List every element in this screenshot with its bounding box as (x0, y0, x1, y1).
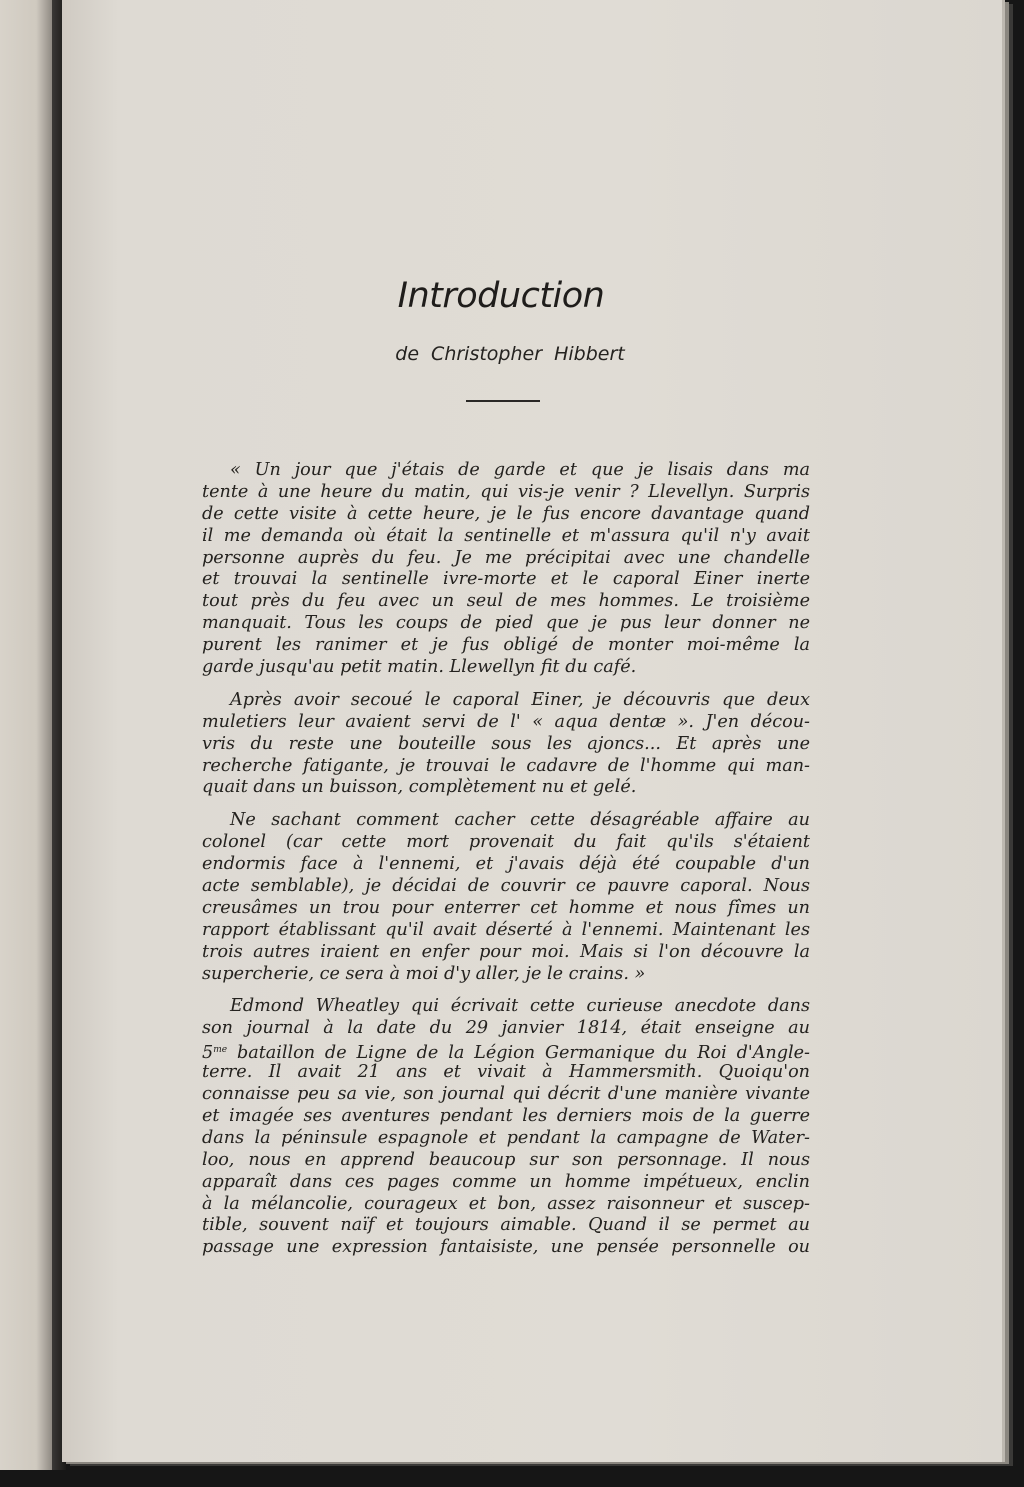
text-line: purent les ranimer et je fus obligé de monter moi-même la (202, 635, 810, 656)
text-line: vris du reste une bouteille sous les ajoncs... Et après une (202, 733, 810, 754)
text-line: recherche fatigante, je trouvai le cadavre de l'homme qui man- (202, 755, 810, 776)
text-line: endormis face à l'ennemi, et j'avais déjà été coupable d'un (202, 854, 810, 875)
text-line: trois autres iraient en enfer pour moi. Mais si l'on découvre la (202, 941, 810, 962)
body-text (202, 460, 810, 1270)
text-line: et trouvai la sentinelle ivre-morte et le caporal Einer inerte (202, 569, 810, 590)
text-line: tout près du feu avec un seul de mes hommes. Le troisième (202, 591, 810, 612)
text-line: Edmond Wheatley qui écrivait cette curieuse anecdote dans (230, 996, 810, 1017)
text-line: passage une expression fantaisiste, une pensée personnelle ou (202, 1237, 810, 1258)
page-title: Introduction (397, 276, 605, 316)
text-line: dans la péninsule espagnole et pendant la campagne de Water- (202, 1127, 810, 1148)
text-line: à la mélancolie, courageux et bon, assez raisonneur et suscep- (202, 1193, 810, 1214)
text-line: Ne sachant comment cacher cette désagréable affaire au (230, 810, 810, 831)
text-line: terre. Il avait 21 ans et vivait à Hammersmith. Quoiqu'on (202, 1062, 810, 1083)
text-line: creusâmes un trou pour enterrer cet homme et nous fîmes un (202, 897, 810, 918)
title-divider (466, 400, 540, 402)
facing-page-edge (0, 0, 52, 1470)
text-line: garde jusqu'au petit matin. Llewellyn fit du café. (202, 657, 637, 678)
paragraph (202, 810, 810, 985)
text-line: acte semblable), je décidai de couvrir ce pauvre caporal. Nous (202, 876, 810, 897)
text-line: muletiers leur avaient servi de l' « aqua dentæ ». J'en décou- (202, 711, 810, 732)
text-line: personne auprès du feu. Je me précipitai avec une chandelle (202, 547, 810, 568)
text-line: « Un jour que j'étais de garde et que je lisais dans ma (230, 460, 810, 480)
text-line: et imagée ses aventures pendant les derniers mois de la guerre (202, 1105, 810, 1126)
text-line: colonel (car cette mort provenait du fait qu'ils s'étaient (202, 832, 810, 853)
text-line: son journal à la date du 29 janvier 1814, était enseigne au (202, 1018, 810, 1039)
text-line: quait dans un buisson, complètement nu et gelé. (202, 777, 637, 798)
text-line: de cette visite à cette heure, je le fus encore davantage quand (202, 503, 810, 524)
paragraph (202, 996, 810, 1259)
text-line: tible, souvent naïf et toujours aimable. Quand il se permet au (202, 1215, 810, 1236)
text-line: $5^{me}$ bataillon de Ligne de la Légion Germanique du Roi d'Angle- (202, 1043, 810, 1064)
text-line: apparaît dans ces pages comme un homme impétueux, enclin (202, 1171, 810, 1192)
author-byline: de Christopher Hibbert (395, 343, 625, 365)
paragraph (202, 690, 810, 799)
text-line: supercherie, ce sera à moi d'y aller, je le crains. » (202, 963, 646, 984)
text-line: manquait. Tous les coups de pied que je pus leur donner ne (202, 613, 810, 634)
text-line: loo, nous en apprend beaucoup sur son personnage. Il nous (202, 1149, 810, 1170)
text-line: Après avoir secoué le caporal Einer, je découvris que deux (230, 689, 810, 710)
text-line: rapport établissant qu'il avait déserté à l'ennemi. Maintenant les (202, 919, 810, 940)
text-line: il me demanda où était la sentinelle et m'assura qu'il n'y avait (202, 525, 810, 546)
text-line: tente à une heure du matin, qui vis-je venir ? Llevellyn. Surpris (202, 481, 810, 502)
text-line: connaisse peu sa vie, son journal qui décrit d'une manière vivante (202, 1084, 810, 1105)
paragraph (202, 460, 810, 679)
